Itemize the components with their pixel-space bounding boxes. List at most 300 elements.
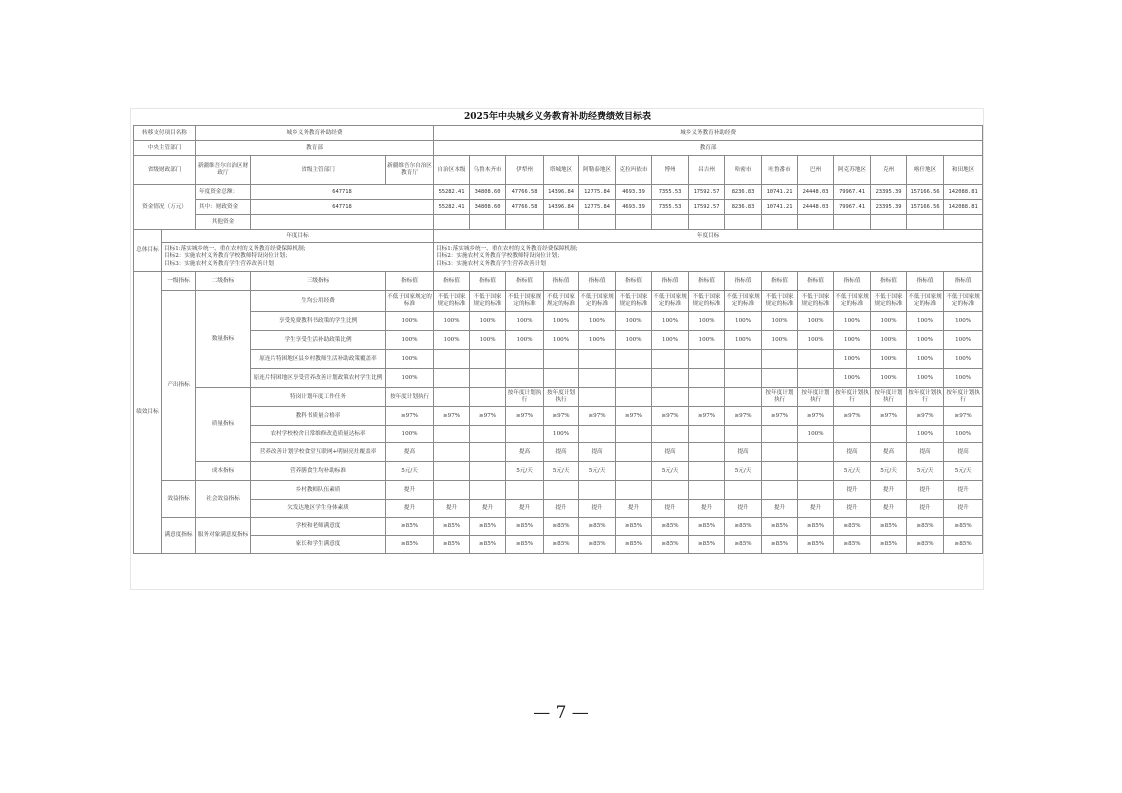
region-indicator-value [616, 462, 652, 481]
region-indicator-value [762, 462, 798, 481]
goal-1-left: 目标1:落实城乡统一、重在农村的义务教育经费保障机制; [164, 246, 306, 253]
region-indicator-value: 提高 [544, 443, 579, 462]
region-indicator-value: 100% [907, 426, 944, 443]
region-indicator-value [725, 388, 762, 407]
region-indicator-value [470, 350, 506, 369]
col-level2-header: 二级指标 [196, 272, 251, 291]
region-indicator-value [652, 481, 689, 500]
region-value-header: 指标值 [689, 272, 725, 291]
region-indicator-value: ≥97% [470, 407, 506, 426]
region-indicator-value: 100% [470, 331, 506, 350]
region-indicator-value: ≥97% [616, 407, 652, 426]
indicator-row [134, 312, 983, 331]
region-total-fund: 17592.57 [689, 185, 725, 200]
region-indicator-value: 提升 [798, 500, 834, 518]
region-total-fund: 7355.53 [652, 185, 689, 200]
region-indicator-value [725, 369, 762, 388]
region-indicator-value [689, 388, 725, 407]
region-indicator-value: 100% [944, 426, 983, 443]
region-total-fund: 55282.41 [434, 185, 470, 200]
region-indicator-value: ≥97% [506, 407, 544, 426]
region-indicator-value: 提升 [506, 500, 544, 518]
indicator-value: 提升 [386, 500, 434, 518]
funds-other-value [251, 215, 434, 230]
region-header: 哈密市 [725, 156, 762, 185]
region-indicator-value: 100% [544, 312, 579, 331]
region-indicator-value: ≥97% [652, 407, 689, 426]
region-indicator-value: ≥85% [871, 536, 907, 554]
region-indicator-value: 不低于国家规定的标准 [652, 291, 689, 312]
region-indicator-value: 5元/天 [834, 462, 871, 481]
goal-1-right: 目标1:落实城乡统一、重在农村的义务教育经费保障机制; [436, 246, 578, 253]
region-indicator-value: ≥85% [762, 536, 798, 554]
indicator-value: ≥85% [386, 518, 434, 536]
indicator-value: 提升 [386, 481, 434, 500]
region-indicator-value: 100% [907, 312, 944, 331]
region-indicator-value: 100% [762, 331, 798, 350]
region-indicator-value: ≥85% [907, 536, 944, 554]
indicator-row [134, 369, 983, 388]
level3-indicator: 乡村教师队伍素质 [251, 481, 386, 500]
region-indicator-value: ≥97% [544, 407, 579, 426]
region-indicator-value [434, 388, 470, 407]
region-indicator-value [798, 369, 834, 388]
region-indicator-value: ≥85% [544, 536, 579, 554]
region-indicator-value [434, 426, 470, 443]
region-total-fund: 23395.39 [871, 185, 907, 200]
level3-indicator: 享受免费教科书政策的学生比例 [251, 312, 386, 331]
region-indicator-value: 100% [725, 312, 762, 331]
region-header: 乌鲁木齐市 [470, 156, 506, 185]
performance-label: 绩效目标 [134, 272, 162, 554]
region-value-header: 指标值 [762, 272, 798, 291]
region-indicator-value: 提升 [944, 500, 983, 518]
region-indicator-value: 提升 [907, 481, 944, 500]
region-indicator-value: 5元/天 [944, 462, 983, 481]
indicator-row [134, 426, 983, 443]
indicator-row [134, 388, 983, 407]
level3-indicator: 原连片特困地区享受营养改善计划政策农村学生比例 [251, 369, 386, 388]
region-other-fund [944, 215, 983, 230]
region-indicator-value [470, 462, 506, 481]
region-indicator-value: 提升 [834, 481, 871, 500]
level3-indicator: 学生享受生活补助政策比例 [251, 331, 386, 350]
region-indicator-value: 不低于国家规定的标准 [689, 291, 725, 312]
performance-target-table [133, 125, 983, 554]
region-indicator-value [689, 462, 725, 481]
region-indicator-value: 不低于国家规定的标准 [762, 291, 798, 312]
region-indicator-value [762, 369, 798, 388]
region-indicator-value: ≥85% [652, 536, 689, 554]
region-indicator-value: 按年度计划执行 [944, 388, 983, 407]
level2-indicator: 成本指标 [196, 462, 251, 481]
region-indicator-value: 100% [689, 312, 725, 331]
region-indicator-value: ≥85% [579, 518, 616, 536]
region-value-header: 指标值 [871, 272, 907, 291]
region-indicator-value: ≥85% [834, 518, 871, 536]
provincial-finance-value: 新疆维吾尔自治区财政厅 [196, 156, 251, 185]
region-indicator-value: 5元/天 [652, 462, 689, 481]
region-indicator-value: 100% [834, 312, 871, 331]
region-indicator-value: 100% [725, 331, 762, 350]
region-indicator-value: 100% [579, 312, 616, 331]
region-indicator-value [725, 426, 762, 443]
region-indicator-value: ≥85% [798, 518, 834, 536]
region-value-header: 指标值 [725, 272, 762, 291]
region-indicator-value [689, 481, 725, 500]
indicator-row [134, 481, 983, 500]
region-indicator-value [762, 426, 798, 443]
region-indicator-value: 100% [544, 331, 579, 350]
region-indicator-value: 100% [798, 312, 834, 331]
region-indicator-value: ≥85% [506, 536, 544, 554]
region-total-fund: 34808.60 [470, 185, 506, 200]
central-dept-label: 中央主管部门 [134, 141, 196, 156]
region-indicator-value: ≥85% [834, 536, 871, 554]
region-total-fund: 4693.39 [616, 185, 652, 200]
region-indicator-value [579, 388, 616, 407]
region-header: 巴州 [798, 156, 834, 185]
level3-indicator: 农村学校校舍日常维修改造质量达标率 [251, 426, 386, 443]
region-indicator-value [798, 481, 834, 500]
region-indicator-value: 100% [616, 312, 652, 331]
region-indicator-value: 不低于国家规定的标准 [871, 291, 907, 312]
region-indicator-value [616, 369, 652, 388]
region-total-fund: 10741.21 [762, 185, 798, 200]
indicator-row [134, 518, 983, 536]
region-indicator-value [434, 443, 470, 462]
region-indicator-value: 不低于国家规定的标准 [506, 291, 544, 312]
region-indicator-value [616, 426, 652, 443]
region-indicator-value [544, 369, 579, 388]
region-indicator-value: 100% [907, 331, 944, 350]
indicator-value: 不低于国家规定的标准 [386, 291, 434, 312]
region-indicator-value: 按年度计划执行 [834, 388, 871, 407]
annual-goal-label-left: 年度目标 [162, 230, 434, 243]
region-indicator-value: 100% [944, 331, 983, 350]
region-indicator-value: 按年度计划执行 [798, 388, 834, 407]
region-indicator-value: 100% [798, 426, 834, 443]
region-indicator-value [470, 481, 506, 500]
provincial-dept-value: 新疆维吾尔自治区教育厅 [386, 156, 434, 185]
region-indicator-value: ≥85% [871, 518, 907, 536]
region-indicator-value: ≥97% [762, 407, 798, 426]
region-value-header: 指标值 [434, 272, 470, 291]
region-indicator-value: 提升 [689, 500, 725, 518]
region-indicator-value [689, 426, 725, 443]
region-indicator-value [506, 426, 544, 443]
region-header: 阿克苏地区 [834, 156, 871, 185]
region-total-fund: 79967.41 [834, 185, 871, 200]
region-indicator-value: 提升 [434, 500, 470, 518]
region-fiscal-fund: 7355.53 [652, 200, 689, 215]
region-indicator-value [616, 481, 652, 500]
region-other-fund [544, 215, 579, 230]
region-indicator-value: 100% [470, 312, 506, 331]
level3-indicator: 特岗计划年度工作任务 [251, 388, 386, 407]
region-indicator-value [616, 388, 652, 407]
region-indicator-value: 100% [871, 350, 907, 369]
region-header: 喀什地区 [907, 156, 944, 185]
region-indicator-value: 提高 [871, 443, 907, 462]
region-indicator-value: 按年度计划执行 [907, 388, 944, 407]
region-indicator-value: 100% [434, 331, 470, 350]
region-indicator-value: 100% [762, 312, 798, 331]
region-indicator-value: 提高 [506, 443, 544, 462]
region-indicator-value [798, 443, 834, 462]
region-indicator-value [834, 426, 871, 443]
region-fiscal-fund: 12775.84 [579, 200, 616, 215]
region-other-fund [834, 215, 871, 230]
region-fiscal-fund: 10741.21 [762, 200, 798, 215]
region-indicator-value: ≥85% [689, 536, 725, 554]
region-header: 和田地区 [944, 156, 983, 185]
region-indicator-value [470, 443, 506, 462]
region-indicator-value: 不低于国家规定的标准 [944, 291, 983, 312]
annual-goals-left [162, 243, 434, 272]
region-indicator-value [506, 350, 544, 369]
region-indicator-value: 100% [544, 426, 579, 443]
region-value-header: 指标值 [834, 272, 871, 291]
region-other-fund [907, 215, 944, 230]
level3-indicator: 生均公用经费 [251, 291, 386, 312]
region-indicator-value: ≥85% [616, 518, 652, 536]
region-value-header: 指标值 [944, 272, 983, 291]
region-indicator-value: ≥97% [434, 407, 470, 426]
region-fiscal-fund: 47766.58 [506, 200, 544, 215]
indicator-row [134, 331, 983, 350]
region-indicator-value: 不低于国家规定的标准 [470, 291, 506, 312]
region-other-fund [725, 215, 762, 230]
region-header: 博州 [652, 156, 689, 185]
region-indicator-value: 100% [616, 331, 652, 350]
region-header: 阿勒泰地区 [579, 156, 616, 185]
region-header: 克州 [871, 156, 907, 185]
region-indicator-value: ≥85% [616, 536, 652, 554]
level1-indicator: 效益指标 [162, 481, 196, 518]
central-dept-right: 教育部 [434, 141, 983, 156]
region-value-header: 指标值 [470, 272, 506, 291]
region-indicator-value [798, 350, 834, 369]
region-indicator-value: 提升 [725, 500, 762, 518]
region-indicator-value: 提高 [907, 443, 944, 462]
region-indicator-value: ≥85% [725, 536, 762, 554]
region-indicator-value: ≥85% [725, 518, 762, 536]
region-indicator-value: ≥97% [944, 407, 983, 426]
funds-label: 资金情况（万元） [134, 185, 196, 230]
region-header: 塔城地区 [544, 156, 579, 185]
region-other-fund [434, 215, 470, 230]
region-indicator-value [470, 388, 506, 407]
indicator-row [134, 407, 983, 426]
project-label: 转移支付项目名称 [134, 126, 196, 141]
region-indicator-value: ≥85% [689, 518, 725, 536]
funds-total-value: 647718 [251, 185, 434, 200]
page-number: — 7 — [533, 703, 589, 723]
region-indicator-value: 100% [944, 312, 983, 331]
annual-goals-right [434, 243, 983, 272]
funds-fiscal-row [134, 200, 983, 215]
region-indicator-value: ≥97% [689, 407, 725, 426]
region-indicator-value: ≥85% [762, 518, 798, 536]
region-indicator-value [506, 369, 544, 388]
region-indicator-value: 5元/天 [725, 462, 762, 481]
region-indicator-value: 提升 [871, 500, 907, 518]
region-total-fund: 24448.03 [798, 185, 834, 200]
level2-indicator: 社会效益指标 [196, 481, 251, 518]
region-indicator-value: ≥97% [871, 407, 907, 426]
region-indicator-value [579, 426, 616, 443]
region-indicator-value: 提升 [544, 500, 579, 518]
region-indicator-value: 100% [798, 331, 834, 350]
level2-indicator: 数量指标 [196, 291, 251, 388]
region-header: 克拉玛依市 [616, 156, 652, 185]
region-other-fund [798, 215, 834, 230]
indicator-value: 提高 [386, 443, 434, 462]
indicator-value: 100% [386, 312, 434, 331]
region-indicator-value: 提高 [579, 443, 616, 462]
region-indicator-value: 100% [834, 331, 871, 350]
region-indicator-value: 100% [506, 331, 544, 350]
indicator-value: ≥85% [386, 536, 434, 554]
region-indicator-value: 100% [944, 369, 983, 388]
level2-indicator: 服务对象满意度指标 [196, 518, 251, 554]
region-indicator-value: 100% [907, 369, 944, 388]
region-other-fund [762, 215, 798, 230]
level3-indicator: 欠发达地区学生身体素质 [251, 500, 386, 518]
region-indicator-value [762, 350, 798, 369]
region-fiscal-fund: 4693.39 [616, 200, 652, 215]
overall-goals-label: 总体目标 [134, 230, 162, 272]
region-indicator-value [652, 388, 689, 407]
region-indicator-value: ≥85% [798, 536, 834, 554]
region-indicator-value [579, 369, 616, 388]
provincial-dept-label: 省级主管部门 [251, 156, 386, 185]
indicator-value: 100% [386, 426, 434, 443]
region-indicator-value [470, 426, 506, 443]
region-indicator-value: 提升 [579, 500, 616, 518]
indicator-row [134, 350, 983, 369]
region-indicator-value: 100% [652, 312, 689, 331]
region-indicator-value [579, 350, 616, 369]
region-indicator-value: 不低于国家规定的标准 [725, 291, 762, 312]
region-indicator-value: 100% [834, 369, 871, 388]
region-value-header: 指标值 [506, 272, 544, 291]
region-indicator-value: 提高 [652, 443, 689, 462]
region-indicator-value: 按年度计划执行 [762, 388, 798, 407]
region-indicator-value: 不低于国家规定的标准 [434, 291, 470, 312]
indicator-row [134, 536, 983, 554]
region-indicator-value [434, 369, 470, 388]
funds-fiscal-label: 其中：财政资金 [196, 200, 251, 215]
goal-3-right: 目标3：实施农村义务教育学生营养改善计划 [436, 260, 546, 267]
region-fiscal-fund: 24448.03 [798, 200, 834, 215]
region-fiscal-fund: 142088.81 [944, 200, 983, 215]
indicator-row [134, 500, 983, 518]
region-indicator-value: 5元/天 [579, 462, 616, 481]
region-indicator-value [616, 350, 652, 369]
region-indicator-value [762, 443, 798, 462]
document-title: 2025年中央城乡义务教育补助经费绩效目标表 [463, 112, 652, 122]
project-name-left: 城乡义务教育补助经费 [196, 126, 434, 141]
region-indicator-value: ≥97% [579, 407, 616, 426]
region-indicator-value: 不低于国家规定的标准 [579, 291, 616, 312]
region-indicator-value: ≥85% [579, 536, 616, 554]
col-value-header: 指标值 [386, 272, 434, 291]
region-indicator-value: ≥85% [506, 518, 544, 536]
region-indicator-value: 100% [907, 350, 944, 369]
provincial-finance-label: 省级财政部门 [134, 156, 196, 185]
region-indicator-value: 100% [871, 331, 907, 350]
region-indicator-value: 100% [871, 312, 907, 331]
funds-other-label: 其他资金 [196, 215, 251, 230]
region-indicator-value [579, 481, 616, 500]
region-header: 吐鲁番市 [762, 156, 798, 185]
annual-goal-content-row [134, 243, 983, 272]
goal-2-left: 目标2：实施农村义务教育学校教师特设岗位计划； [164, 253, 291, 260]
region-indicator-value [652, 369, 689, 388]
region-indicator-value: 不低于国家规定的标准 [907, 291, 944, 312]
performance-header-row [134, 272, 983, 291]
region-indicator-value: 不低于国家规定的标准 [834, 291, 871, 312]
col-level1-header: 一级指标 [162, 272, 196, 291]
region-other-fund [689, 215, 725, 230]
region-indicator-value [798, 462, 834, 481]
region-indicator-value: 提高 [725, 443, 762, 462]
region-indicator-value: 提高 [834, 443, 871, 462]
region-indicator-value: 5元/天 [907, 462, 944, 481]
region-indicator-value: 不低于国家规定的标准 [544, 291, 579, 312]
region-indicator-value [616, 443, 652, 462]
region-indicator-value: ≥85% [470, 518, 506, 536]
region-indicator-value: ≥85% [544, 518, 579, 536]
region-indicator-value [434, 350, 470, 369]
region-indicator-value: ≥97% [725, 407, 762, 426]
level3-indicator: 教科书质量合格率 [251, 407, 386, 426]
region-indicator-value [652, 426, 689, 443]
region-indicator-value: ≥85% [944, 536, 983, 554]
region-indicator-value: ≥85% [434, 536, 470, 554]
region-fiscal-fund: 23395.39 [871, 200, 907, 215]
indicator-value: ≥97% [386, 407, 434, 426]
central-dept-left: 教育部 [196, 141, 434, 156]
region-indicator-value: ≥85% [434, 518, 470, 536]
region-indicator-value: 100% [506, 312, 544, 331]
region-indicator-value: 5元/天 [544, 462, 579, 481]
region-indicator-value: 100% [689, 331, 725, 350]
region-fiscal-fund: 79967.41 [834, 200, 871, 215]
region-indicator-value: 提升 [871, 481, 907, 500]
region-fiscal-fund: 17592.57 [689, 200, 725, 215]
region-other-fund [579, 215, 616, 230]
region-total-fund: 142088.81 [944, 185, 983, 200]
region-indicator-value [689, 350, 725, 369]
region-header: 自治区本级 [434, 156, 470, 185]
region-indicator-value: 100% [944, 350, 983, 369]
indicator-row [134, 462, 983, 481]
region-indicator-value [652, 350, 689, 369]
region-indicator-value: 提升 [834, 500, 871, 518]
region-total-fund: 47766.58 [506, 185, 544, 200]
indicator-row [134, 443, 983, 462]
region-header-row [134, 156, 983, 185]
region-value-header: 指标值 [652, 272, 689, 291]
region-indicator-value: ≥85% [470, 536, 506, 554]
region-indicator-value: ≥85% [944, 518, 983, 536]
region-indicator-value [434, 462, 470, 481]
funds-other-row [134, 215, 983, 230]
region-indicator-value [544, 350, 579, 369]
